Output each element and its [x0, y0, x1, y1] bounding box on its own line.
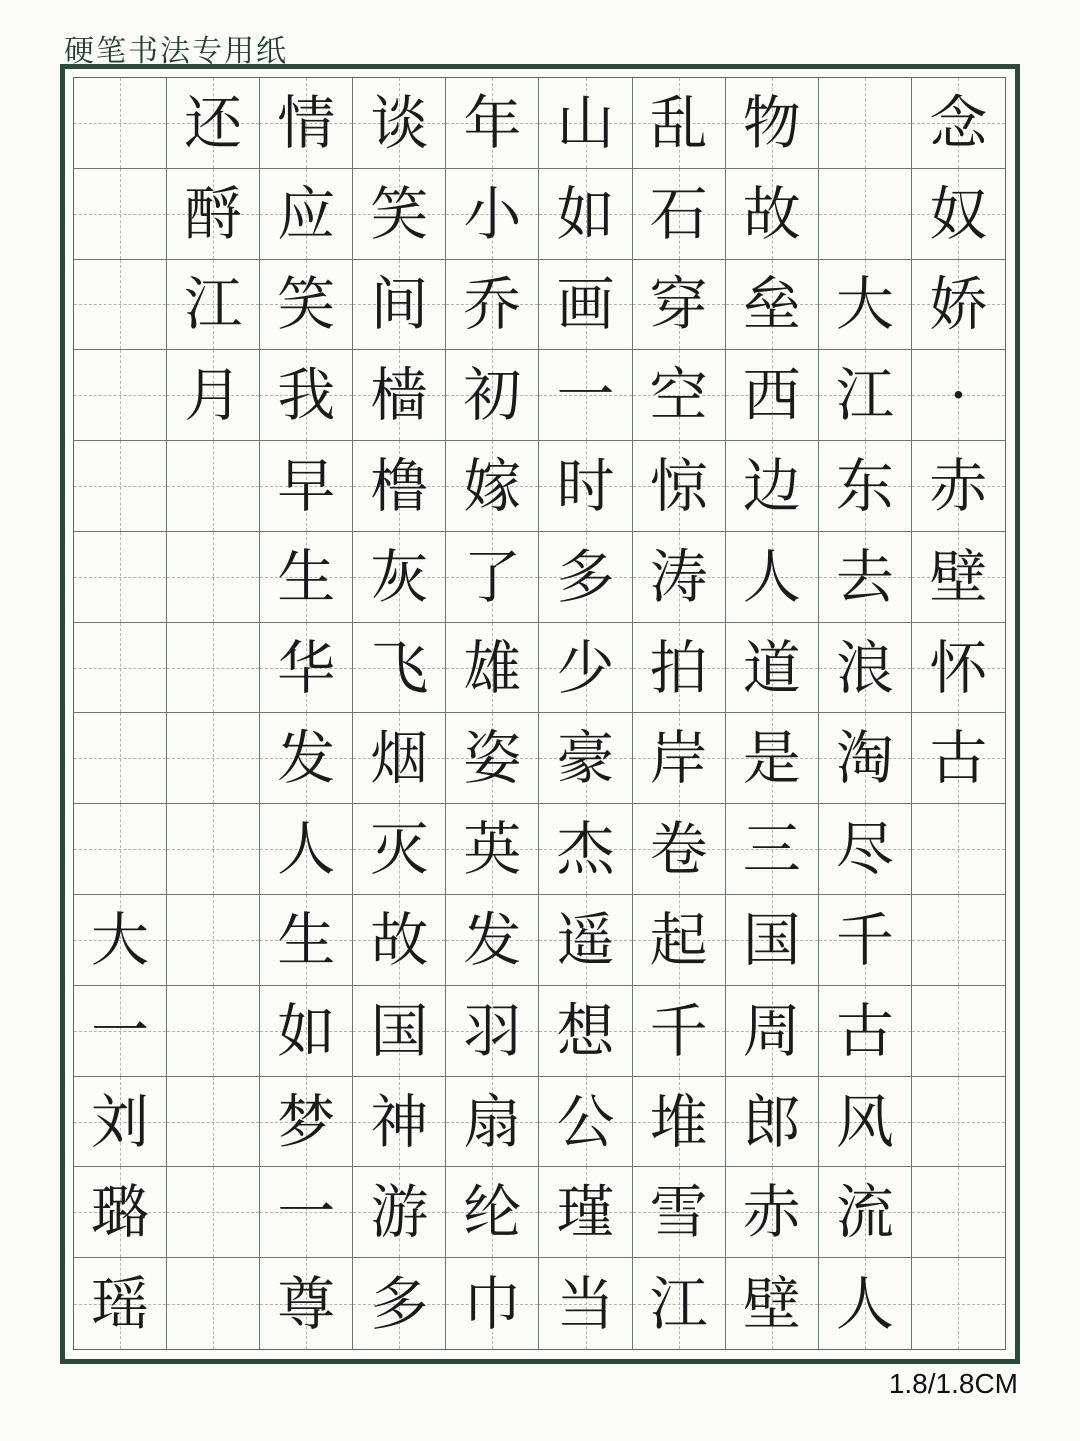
grid-cell: [726, 350, 819, 441]
handwritten-character: 酹: [184, 179, 243, 248]
handwritten-character: 纶: [463, 1178, 522, 1247]
handwritten-character: 故: [742, 179, 801, 248]
handwritten-character: 岸: [649, 724, 708, 793]
grid-cell: [726, 895, 819, 986]
handwritten-character: 道: [742, 633, 801, 702]
handwritten-character: 瑾: [556, 1178, 615, 1247]
grid-cell: [819, 260, 912, 351]
grid-cell: [353, 1077, 446, 1168]
grid-cell: [167, 441, 260, 532]
grid-cell: [819, 441, 912, 532]
grid-cell: [353, 169, 446, 260]
grid-cell: [260, 1167, 353, 1258]
grid-cell: [912, 441, 1005, 532]
grid-cell: [167, 986, 260, 1077]
handwritten-character: 灭: [370, 815, 429, 884]
grid-cell: [539, 78, 632, 169]
grid-cell: [446, 1258, 539, 1349]
grid-cell: [539, 350, 632, 441]
grid-cell: [74, 986, 167, 1077]
handwritten-character: 雄: [463, 633, 522, 702]
handwritten-character: 起: [649, 905, 708, 974]
handwritten-character: 古: [835, 996, 894, 1065]
handwritten-character: 如: [556, 179, 615, 248]
paper-frame: [60, 64, 1020, 1364]
handwritten-character: 梦: [277, 1087, 336, 1156]
grid-cell: [633, 623, 726, 714]
handwritten-character: 千: [835, 905, 894, 974]
handwritten-character: 风: [835, 1087, 894, 1156]
handwritten-character: 少: [556, 633, 615, 702]
grid-cell: [74, 441, 167, 532]
handwritten-character: 应: [277, 179, 336, 248]
grid-cell: [353, 804, 446, 895]
handwritten-character: 流: [835, 1178, 894, 1247]
handwritten-character: 古: [929, 724, 988, 793]
grid-cell: [726, 986, 819, 1077]
handwritten-character: 涛: [649, 542, 708, 611]
grid-cell: [819, 169, 912, 260]
handwritten-character: 江: [649, 1269, 708, 1338]
handwritten-character: 了: [463, 542, 522, 611]
handwritten-character: 当: [556, 1269, 615, 1338]
practice-grid: [73, 77, 1006, 1350]
handwritten-character: 三: [742, 815, 801, 884]
handwritten-character: 生: [277, 905, 336, 974]
grid-cell: [539, 260, 632, 351]
handwritten-character: 大: [91, 905, 150, 974]
handwritten-character: 边: [742, 452, 801, 521]
grid-cell: [539, 1077, 632, 1168]
handwritten-character: 笑: [370, 179, 429, 248]
grid-cell: [912, 532, 1005, 623]
grid-cell: [633, 986, 726, 1077]
grid-cell: [819, 1167, 912, 1258]
grid-cell: [633, 532, 726, 623]
grid-cell: [446, 623, 539, 714]
grid-cell: [74, 169, 167, 260]
handwritten-character: 怀: [929, 633, 988, 702]
grid-cell: [539, 1167, 632, 1258]
handwritten-character: 画: [556, 270, 615, 339]
handwritten-character: 我: [277, 361, 336, 430]
paper-title: 硬笔书法专用纸: [64, 34, 288, 69]
grid-cell: [633, 895, 726, 986]
grid-cell: [353, 713, 446, 804]
handwritten-character: 江: [835, 361, 894, 430]
handwritten-character: 华: [277, 633, 336, 702]
handwritten-character: 谈: [370, 88, 429, 157]
grid-cell: [74, 895, 167, 986]
handwritten-character: 一: [556, 361, 615, 430]
grid-cell: [167, 623, 260, 714]
handwritten-character: 穿: [649, 270, 708, 339]
grid-cell: [633, 350, 726, 441]
grid-cell: [819, 1077, 912, 1168]
handwritten-character: 璐: [91, 1178, 150, 1247]
grid-cell: [74, 260, 167, 351]
handwritten-character: 西: [742, 361, 801, 430]
handwritten-character: 尊: [277, 1269, 336, 1338]
handwritten-character: 念: [929, 88, 988, 157]
grid-cell: [260, 1077, 353, 1168]
grid-cell: [353, 623, 446, 714]
handwritten-character: 国: [742, 905, 801, 974]
grid-cell: [74, 804, 167, 895]
grid-cell: [446, 78, 539, 169]
handwritten-character: 飞: [370, 633, 429, 702]
handwritten-character: 灰: [370, 542, 429, 611]
grid-cell: [353, 260, 446, 351]
grid-cell: [353, 350, 446, 441]
grid-cell: [633, 713, 726, 804]
handwritten-character: 姿: [463, 724, 522, 793]
handwritten-character: 月: [184, 361, 243, 430]
handwritten-character: 笑: [277, 270, 336, 339]
grid-cell: [446, 441, 539, 532]
handwritten-character: 早: [277, 452, 336, 521]
grid-cell: [260, 804, 353, 895]
grid-cell: [260, 623, 353, 714]
grid-cell: [912, 1077, 1005, 1168]
grid-size-label: 1.8/1.8CM: [888, 1368, 1018, 1399]
grid-cell: [819, 1258, 912, 1349]
handwritten-character: 神: [370, 1087, 429, 1156]
handwritten-character: 千: [649, 996, 708, 1065]
handwritten-character: 英: [463, 815, 522, 884]
handwritten-character: 公: [556, 1087, 615, 1156]
grid-cell: [819, 986, 912, 1077]
grid-cell: [819, 78, 912, 169]
handwritten-character: 东: [835, 452, 894, 521]
grid-cell: [726, 1167, 819, 1258]
handwritten-character: 奴: [929, 179, 988, 248]
grid-cell: [912, 804, 1005, 895]
grid-cell: [167, 350, 260, 441]
grid-cell: [74, 713, 167, 804]
grid-cell: [74, 1167, 167, 1258]
grid-cell: [167, 1258, 260, 1349]
grid-cell: [912, 1167, 1005, 1258]
handwritten-character: 江: [184, 270, 243, 339]
grid-cell: [539, 1258, 632, 1349]
grid-cell: [74, 1077, 167, 1168]
handwritten-character: 想: [556, 996, 615, 1065]
grid-cell: [726, 804, 819, 895]
handwritten-character: 娇: [929, 270, 988, 339]
grid-cell: [539, 804, 632, 895]
grid-cell: [260, 260, 353, 351]
handwritten-character: 间: [370, 270, 429, 339]
handwritten-character: 刘: [91, 1087, 150, 1156]
grid-cell: [446, 260, 539, 351]
handwritten-character: 樯: [370, 361, 429, 430]
grid-cell: [539, 441, 632, 532]
grid-cell: [74, 532, 167, 623]
grid-cell: [633, 804, 726, 895]
grid-cell: [912, 260, 1005, 351]
grid-cell: [446, 350, 539, 441]
grid-cell: [539, 986, 632, 1077]
handwritten-character: 橹: [370, 452, 429, 521]
grid-cell: [912, 169, 1005, 260]
handwritten-character: 惊: [649, 452, 708, 521]
grid-cell: [912, 350, 1005, 441]
handwritten-character: 去: [835, 542, 894, 611]
grid-cell: [167, 1167, 260, 1258]
grid-cell: [260, 169, 353, 260]
grid-cell: [446, 1167, 539, 1258]
handwritten-character: 游: [370, 1178, 429, 1247]
handwritten-character: 遥: [556, 905, 615, 974]
grid-cell: [726, 623, 819, 714]
handwritten-character: 物: [742, 88, 801, 157]
handwritten-character: 杰: [556, 815, 615, 884]
handwritten-character: 生: [277, 542, 336, 611]
grid-cell: [633, 1077, 726, 1168]
grid-cell: [353, 441, 446, 532]
grid-cell: [260, 78, 353, 169]
handwritten-character: 空: [649, 361, 708, 430]
handwritten-character: ·: [949, 361, 968, 430]
grid-cell: [446, 986, 539, 1077]
grid-cell: [353, 78, 446, 169]
handwritten-character: 多: [556, 542, 615, 611]
grid-cell: [167, 804, 260, 895]
grid-cell: [819, 804, 912, 895]
grid-cell: [539, 623, 632, 714]
grid-cell: [633, 1258, 726, 1349]
grid-cell: [633, 169, 726, 260]
grid-cell: [167, 532, 260, 623]
grid-cell: [353, 895, 446, 986]
grid-cell: [633, 260, 726, 351]
grid-cell: [912, 986, 1005, 1077]
grid-cell: [167, 78, 260, 169]
grid-cell: [726, 260, 819, 351]
handwritten-character: 多: [370, 1269, 429, 1338]
grid-cell: [167, 169, 260, 260]
grid-cell: [167, 895, 260, 986]
grid-cell: [912, 78, 1005, 169]
handwritten-character: 雪: [649, 1178, 708, 1247]
grid-cell: [74, 78, 167, 169]
grid-cell: [819, 713, 912, 804]
grid-cell: [260, 1258, 353, 1349]
grid-cell: [260, 350, 353, 441]
grid-cell: [260, 441, 353, 532]
grid-cell: [726, 78, 819, 169]
grid-cell: [726, 441, 819, 532]
handwritten-character: 烟: [370, 724, 429, 793]
grid-cell: [726, 1258, 819, 1349]
handwritten-character: 浪: [835, 633, 894, 702]
handwritten-character: 人: [742, 542, 801, 611]
grid-cell: [539, 713, 632, 804]
grid-cell: [167, 260, 260, 351]
grid-cell: [446, 713, 539, 804]
handwritten-character: 淘: [835, 724, 894, 793]
grid-cell: [819, 895, 912, 986]
grid-cell: [446, 804, 539, 895]
grid-cell: [260, 895, 353, 986]
handwritten-character: 小: [463, 179, 522, 248]
grid-cell: [912, 895, 1005, 986]
handwritten-character: 是: [742, 724, 801, 793]
handwritten-character: 嫁: [463, 452, 522, 521]
grid-cell: [353, 1258, 446, 1349]
handwritten-character: 垒: [742, 270, 801, 339]
handwritten-character: 还: [184, 88, 243, 157]
handwritten-character: 大: [835, 270, 894, 339]
handwritten-character: 扇: [463, 1087, 522, 1156]
grid-cell: [633, 441, 726, 532]
grid-cell: [633, 78, 726, 169]
grid-cell: [539, 532, 632, 623]
handwritten-character: 堆: [649, 1087, 708, 1156]
handwritten-character: 卷: [649, 815, 708, 884]
handwritten-character: 初: [463, 361, 522, 430]
handwritten-character: 壁: [742, 1269, 801, 1338]
grid-cell: [819, 623, 912, 714]
handwritten-character: 时: [556, 452, 615, 521]
grid-cell: [353, 1167, 446, 1258]
handwritten-character: 尽: [835, 815, 894, 884]
handwritten-character: 羽: [463, 996, 522, 1065]
handwritten-character: 如: [277, 996, 336, 1065]
handwritten-character: 人: [835, 1269, 894, 1338]
grid-cell: [726, 1077, 819, 1168]
handwritten-character: 乔: [463, 270, 522, 339]
handwritten-character: 乱: [649, 88, 708, 157]
handwritten-character: 赤: [929, 452, 988, 521]
handwritten-character: 豪: [556, 724, 615, 793]
handwritten-character: 发: [463, 905, 522, 974]
handwritten-character: 壁: [929, 542, 988, 611]
handwritten-character: 石: [649, 179, 708, 248]
handwritten-character: 国: [370, 996, 429, 1065]
handwritten-character: 巾: [463, 1269, 522, 1338]
grid-cell: [726, 169, 819, 260]
handwritten-character: 一: [91, 996, 150, 1065]
handwritten-character: 一: [277, 1178, 336, 1247]
grid-cell: [260, 986, 353, 1077]
grid-cell: [260, 532, 353, 623]
handwritten-character: 故: [370, 905, 429, 974]
handwritten-character: 人: [277, 815, 336, 884]
grid-cell: [539, 169, 632, 260]
grid-cell: [167, 713, 260, 804]
grid-cell: [167, 1077, 260, 1168]
grid-cell: [539, 895, 632, 986]
grid-cell: [446, 895, 539, 986]
handwritten-character: 拍: [649, 633, 708, 702]
grid-cell: [912, 713, 1005, 804]
handwritten-character: 赤: [742, 1178, 801, 1247]
grid-cell: [726, 713, 819, 804]
handwritten-character: 瑶: [91, 1269, 150, 1338]
handwritten-character: 郎: [742, 1087, 801, 1156]
grid-cell: [912, 1258, 1005, 1349]
grid-cell: [446, 532, 539, 623]
handwritten-character: 发: [277, 724, 336, 793]
handwritten-character: 情: [277, 88, 336, 157]
grid-cell: [912, 623, 1005, 714]
grid-cell: [446, 169, 539, 260]
grid-cell: [819, 350, 912, 441]
grid-cell: [353, 532, 446, 623]
handwritten-character: 年: [463, 88, 522, 157]
grid-cell: [74, 350, 167, 441]
handwritten-character: 周: [742, 996, 801, 1065]
grid-cell: [74, 1258, 167, 1349]
grid-cell: [353, 986, 446, 1077]
handwritten-character: 山: [556, 88, 615, 157]
grid-cell: [633, 1167, 726, 1258]
grid-cell: [446, 1077, 539, 1168]
grid-cell: [260, 713, 353, 804]
grid-cell: [726, 532, 819, 623]
grid-cell: [74, 623, 167, 714]
grid-cell: [819, 532, 912, 623]
